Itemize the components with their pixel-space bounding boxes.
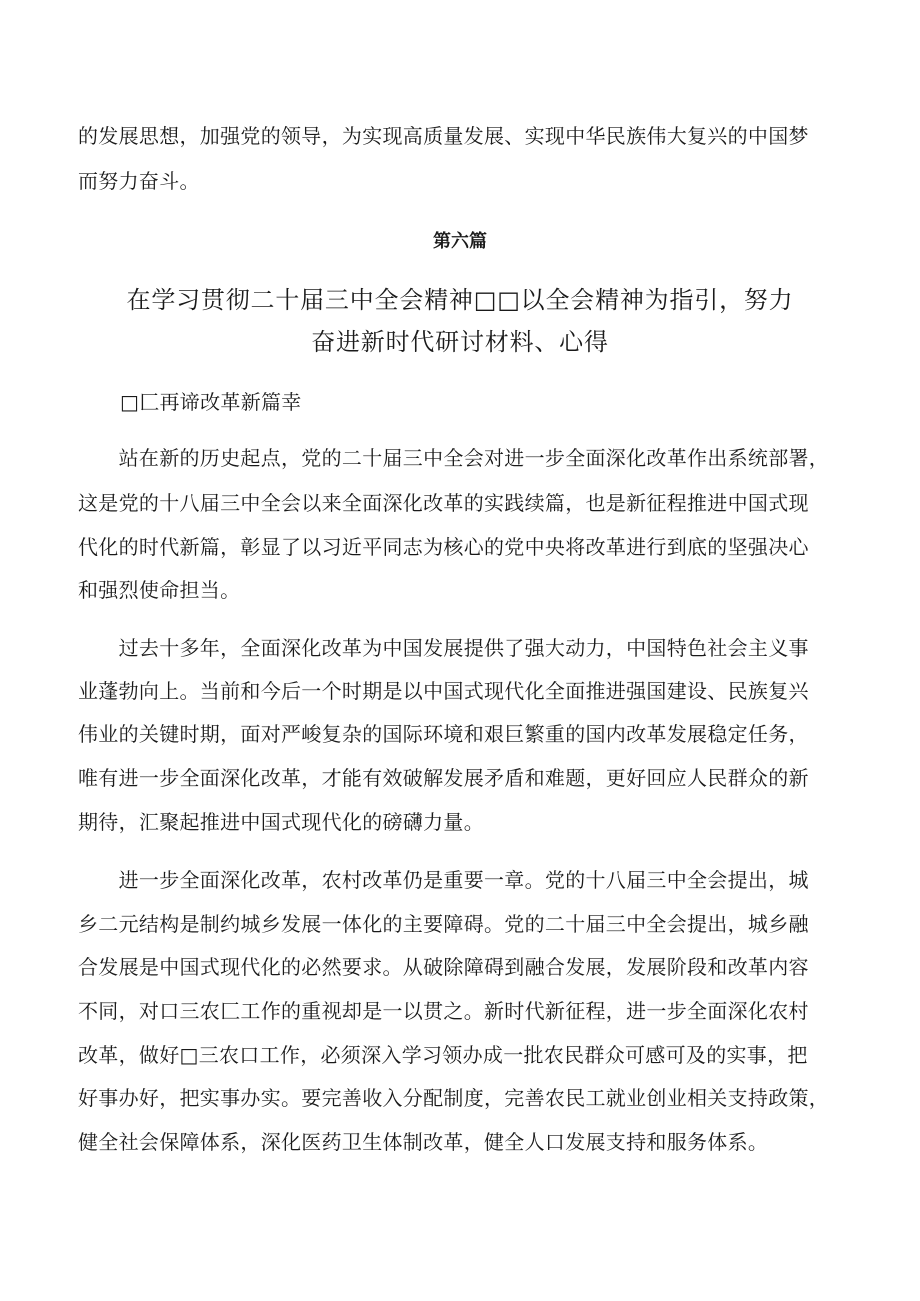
paragraph-1-line-1: 站在新的历史起点，党的二十届三中全会对进一步全面深化改革作出系统部署， <box>78 446 830 470</box>
paragraph-3-line-5: 改革，做好□三农口工作，必须深入学习领办成一批农民群众可感可及的实事，把 <box>78 1043 808 1067</box>
paragraph-2-line-3: 伟业的关键时期，面对严峻复杂的国际环境和艰巨繁重的国内改革发展稳定任务， <box>78 722 809 746</box>
paragraph-3-line-7: 健全社会保障体系，深化医药卫生体制改革，健全人口发展支持和服务体系。 <box>78 1130 769 1154</box>
paragraph-2-line-2: 业蓬勃向上。当前和今后一个时期是以中国式现代化全面推进强国建设、民族复兴 <box>78 679 809 703</box>
subtitle: □匚再谛改革新篇幸 <box>120 390 302 414</box>
paragraph-3-line-2: 乡二元结构是制约城乡发展一体化的主要障碍。党的二十届三中全会提出，城乡融 <box>78 912 809 936</box>
paragraph-1-line-2: 这是党的十八届三中全会以来全面深化改革的实践续篇，也是新征程推进中国式现 <box>78 491 809 515</box>
paragraph-1-line-3: 代化的时代新篇，彰显了以习近平同志为核心的党中央将改革进行到底的坚强决心 <box>78 535 809 559</box>
paragraph-2-line-5: 期待，汇聚起推进中国式现代化的磅礴力量。 <box>78 810 484 834</box>
title-line-2: 奋进新时代研讨材料、心得 <box>311 328 609 356</box>
paragraph-3-line-4: 不同，对口三农匚工作的重视却是一以贯之。新时代新征程，进一步全面深化农村 <box>78 999 809 1023</box>
paragraph-2-line-1: 过去十多年，全面深化改革为中国发展提供了强大动力，中国特色社会主义事 <box>78 636 809 660</box>
paragraph-3-line-1: 进一步全面深化改革，农村改革仍是重要一章。党的十八届三中全会提出，城 <box>78 868 809 892</box>
top-paragraph-line-2: 而努力奋斗。 <box>78 169 200 193</box>
paragraph-3-line-3: 合发展是中国式现代化的必然要求。从破除障碍到融合发展，发展阶段和改革内容 <box>78 955 809 979</box>
paragraph-2-line-4: 唯有进一步全面深化改革，才能有效破解发展矛盾和难题，更好回应人民群众的新 <box>78 766 809 790</box>
top-paragraph-line-1: 的发展思想，加强党的领导，为实现高质量发展、实现中华民族伟大复兴的中国梦 <box>78 124 809 148</box>
title-line-1: 在学习贯彻二十届三中全会精神□□以全会精神为指引，努力 <box>126 286 794 314</box>
paragraph-3-line-6: 好事办好，把实事办实。要完善收入分配制度，完善农民工就业创业相关支持政策， <box>78 1086 830 1110</box>
section-label: 第六篇 <box>433 231 487 252</box>
paragraph-1-line-4: 和强烈使命担当。 <box>78 578 241 602</box>
